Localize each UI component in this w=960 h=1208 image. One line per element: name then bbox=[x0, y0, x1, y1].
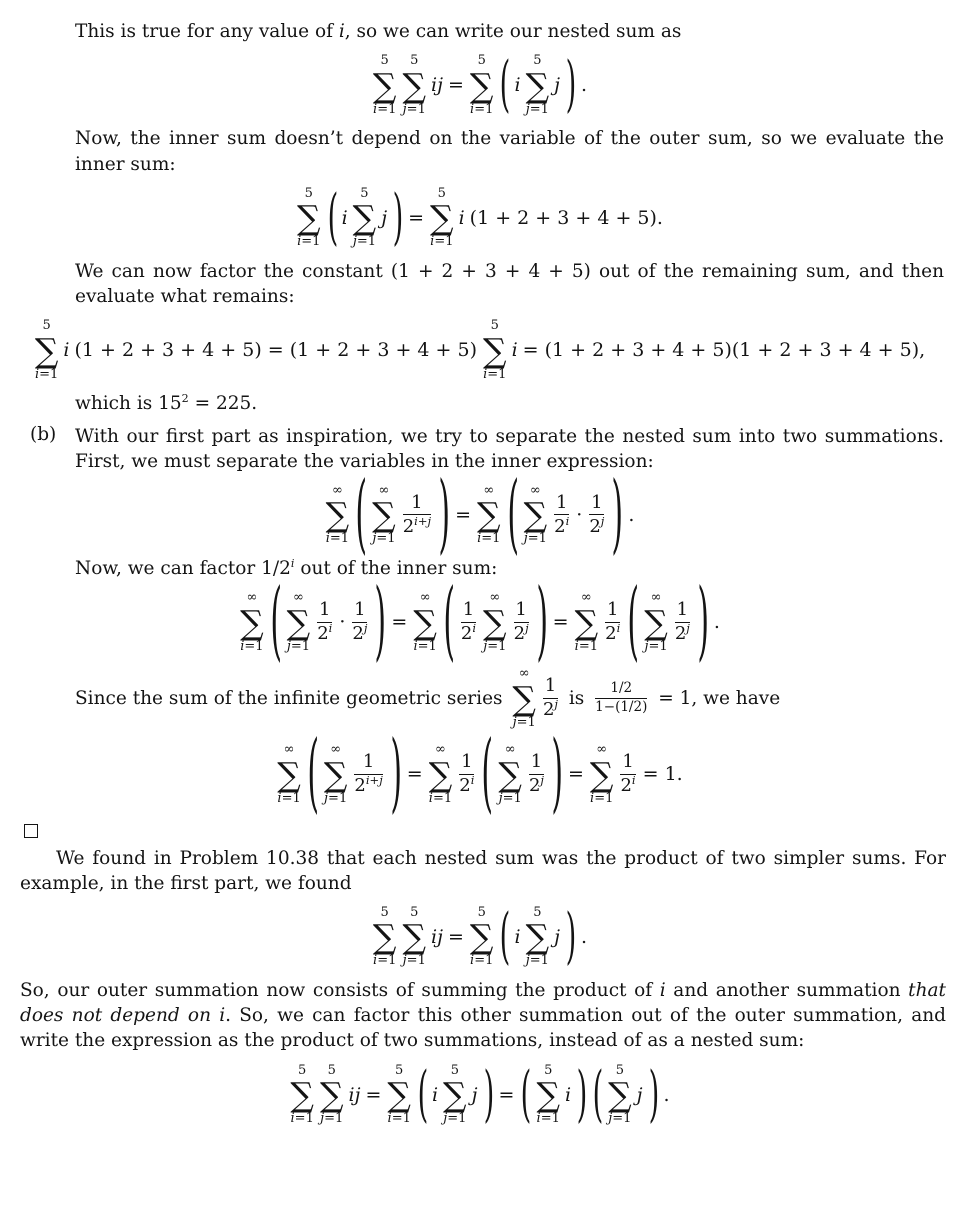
text-run: With our first part as inspiration, we try to separate the nested sum into two summations. First, we must separate the variables in the inner expression: bbox=[75, 425, 944, 472]
math-operator: = bbox=[406, 763, 423, 786]
upper-limit: ∞ bbox=[504, 742, 516, 758]
summation-symbol bbox=[429, 742, 453, 806]
math-variable: j bbox=[381, 206, 388, 229]
denominator: 2$^j$ bbox=[542, 697, 558, 721]
upper-limit: 5 bbox=[615, 1062, 624, 1078]
item-label: (b) bbox=[30, 423, 57, 445]
upper-limit: 5 bbox=[327, 1062, 336, 1078]
text-run: Now, the inner sum doesn’t depend on the variable of the outer sum, so we evaluate the inner sum: bbox=[75, 128, 944, 175]
lower-limit: j=1 bbox=[443, 1111, 467, 1127]
math-operator: . bbox=[713, 611, 720, 634]
lower-limit: i=1 bbox=[387, 1111, 411, 1127]
lower-limit: i=1 bbox=[325, 531, 350, 547]
upper-limit: ∞ bbox=[293, 590, 304, 606]
lower-limit: j=1 bbox=[525, 101, 549, 117]
summation-symbol bbox=[526, 905, 550, 969]
numerator: 1 bbox=[544, 675, 557, 697]
math-variable: ij bbox=[431, 925, 443, 948]
text-run: = 225. bbox=[188, 393, 258, 415]
lower-limit: i=1 bbox=[590, 790, 614, 806]
right-paren: ) bbox=[697, 571, 709, 671]
upper-limit: ∞ bbox=[246, 590, 258, 606]
summation-symbol bbox=[536, 1063, 560, 1127]
upper-limit: 5 bbox=[304, 185, 313, 201]
lower-limit: i=1 bbox=[483, 366, 507, 382]
sigma-icon: ∑ bbox=[286, 602, 311, 642]
sigma-icon: ∑ bbox=[372, 65, 397, 105]
text-run: Now, we can factor 1/2 bbox=[75, 558, 291, 579]
upper-limit: ∞ bbox=[518, 666, 530, 682]
math-operator: = (1 + 2 + 3 + 4 + 5)(1 + 2 + 3 + 4 + 5), bbox=[522, 339, 926, 362]
left-paren: ( bbox=[500, 901, 511, 972]
sigma-icon: ∑ bbox=[34, 330, 59, 370]
fraction bbox=[352, 600, 367, 644]
sigma-icon: ∑ bbox=[290, 1075, 314, 1115]
sigma-icon: ∑ bbox=[608, 1075, 632, 1115]
fraction bbox=[554, 493, 569, 537]
math-variable: j bbox=[636, 1083, 643, 1106]
math-operator: = bbox=[391, 611, 408, 634]
summation-symbol bbox=[443, 1063, 467, 1127]
numerator: 1 bbox=[622, 751, 634, 773]
fraction bbox=[675, 600, 690, 644]
upper-limit: ∞ bbox=[596, 742, 608, 758]
denominator: 2$^j$ bbox=[528, 773, 544, 797]
math-operator: (1 + 2 + 3 + 4 + 5) = (1 + 2 + 3 + 4 + 5) bbox=[74, 339, 477, 362]
denominator: 2$^j$ bbox=[513, 621, 529, 645]
lower-limit: j=1 bbox=[402, 953, 426, 969]
summation-symbol bbox=[35, 318, 59, 382]
numerator: 1 bbox=[530, 751, 543, 773]
upper-limit: ∞ bbox=[529, 482, 541, 498]
lower-limit: i=1 bbox=[428, 790, 453, 806]
upper-limit: ∞ bbox=[419, 590, 431, 606]
text-run: and another summation bbox=[665, 980, 909, 1002]
sigma-icon: ∑ bbox=[477, 495, 501, 535]
denominator: 2$^i$ bbox=[317, 621, 333, 645]
summation-symbol bbox=[290, 1063, 314, 1127]
denominator: 2$^i$ bbox=[620, 773, 636, 797]
text-run: So, our outer summation now consists of summing the product of bbox=[20, 980, 660, 1002]
denominator: 2$^j$ bbox=[589, 513, 605, 537]
lower-limit: j=1 bbox=[372, 531, 396, 547]
math-variable: ij bbox=[348, 1083, 361, 1106]
right-paren: ) bbox=[576, 1058, 588, 1130]
sigma-icon: ∑ bbox=[523, 495, 548, 535]
upper-limit: ∞ bbox=[489, 590, 501, 606]
fraction bbox=[605, 600, 620, 644]
left-paren: ( bbox=[307, 723, 319, 824]
display-equation bbox=[16, 571, 944, 671]
summation-symbol bbox=[287, 590, 311, 654]
sigma-icon: ∑ bbox=[325, 495, 350, 535]
math-variable: i bbox=[514, 74, 521, 97]
text-run: that does not depend on i bbox=[20, 980, 946, 1027]
lower-limit: i=1 bbox=[477, 531, 501, 547]
summation-symbol bbox=[373, 53, 397, 117]
sigma-icon: ∑ bbox=[413, 602, 437, 642]
denominator: 2$^i$ bbox=[554, 513, 570, 537]
left-paren: ( bbox=[417, 1058, 429, 1130]
summation-symbol bbox=[477, 483, 501, 547]
numerator: 1/2 bbox=[610, 680, 633, 697]
lower-limit: j=1 bbox=[608, 1111, 632, 1127]
fraction bbox=[461, 600, 476, 644]
upper-limit: ∞ bbox=[331, 482, 343, 498]
qed-box-icon bbox=[24, 824, 38, 838]
qed-row bbox=[24, 823, 960, 839]
paragraph bbox=[75, 259, 944, 309]
fraction bbox=[403, 493, 431, 537]
right-paren: ) bbox=[611, 464, 624, 564]
summation-symbol bbox=[373, 905, 397, 969]
right-paren: ) bbox=[565, 49, 577, 120]
math-operator: = bbox=[365, 1083, 382, 1106]
text-run: i bbox=[290, 556, 295, 570]
lower-limit: j=1 bbox=[644, 638, 668, 654]
upper-limit: 5 bbox=[42, 318, 51, 334]
upper-limit: 5 bbox=[410, 53, 419, 69]
sigma-icon: ∑ bbox=[589, 754, 614, 794]
math-operator: = bbox=[455, 503, 471, 526]
sigma-icon: ∑ bbox=[483, 330, 507, 370]
denominator: 2$^j$ bbox=[352, 621, 368, 645]
numerator: 1 bbox=[411, 491, 423, 513]
upper-limit: 5 bbox=[544, 1062, 553, 1078]
text-run: This is true for any value of bbox=[75, 21, 339, 42]
denominator: 2$^j$ bbox=[674, 621, 690, 645]
lower-limit: j=1 bbox=[498, 790, 522, 806]
lower-limit: i=1 bbox=[536, 1111, 560, 1127]
summation-symbol bbox=[430, 186, 454, 250]
upper-limit: 5 bbox=[533, 904, 542, 920]
lower-limit: j=1 bbox=[324, 790, 348, 806]
fraction bbox=[529, 752, 544, 796]
upper-limit: 5 bbox=[490, 318, 499, 334]
lower-limit: j=1 bbox=[320, 1111, 344, 1127]
sigma-icon: ∑ bbox=[574, 602, 599, 642]
upper-limit: ∞ bbox=[650, 590, 662, 606]
math-operator: (1 + 2 + 3 + 4 + 5). bbox=[469, 206, 663, 229]
upper-limit: 5 bbox=[533, 53, 542, 69]
summation-symbol bbox=[644, 590, 668, 654]
inline-text: Since the sum of the infinite geometric series bbox=[75, 687, 509, 709]
math-operator: = bbox=[448, 74, 464, 97]
math-variable: i bbox=[514, 925, 521, 948]
numerator: 1 bbox=[676, 599, 689, 621]
fraction bbox=[589, 493, 604, 537]
sigma-icon: ∑ bbox=[402, 65, 427, 105]
fraction bbox=[543, 676, 558, 720]
upper-limit: 5 bbox=[298, 1062, 307, 1078]
text-run: , so we can write our nested sum as bbox=[344, 21, 682, 42]
upper-limit: ∞ bbox=[580, 590, 592, 606]
summation-symbol bbox=[590, 742, 614, 806]
right-paren: ) bbox=[551, 723, 564, 824]
sigma-icon: ∑ bbox=[512, 678, 536, 718]
summation-symbol bbox=[277, 742, 301, 806]
left-paren: ( bbox=[500, 49, 511, 120]
upper-limit: 5 bbox=[380, 53, 389, 69]
sigma-icon: ∑ bbox=[644, 602, 668, 642]
summation-symbol bbox=[470, 53, 494, 117]
left-paren: ( bbox=[443, 571, 455, 671]
sigma-icon: ∑ bbox=[323, 754, 348, 794]
denominator: 2$^i$ bbox=[605, 621, 621, 645]
display-equation bbox=[16, 318, 944, 382]
sigma-icon: ∑ bbox=[483, 602, 507, 642]
text-run: out of the inner sum: bbox=[294, 558, 498, 579]
summation-symbol bbox=[402, 905, 426, 969]
numerator: 1 bbox=[462, 599, 475, 621]
lower-limit: i=1 bbox=[290, 1111, 314, 1127]
sigma-icon: ∑ bbox=[240, 602, 264, 642]
upper-limit: ∞ bbox=[283, 742, 295, 758]
summation-symbol bbox=[526, 53, 550, 117]
left-paren: ( bbox=[327, 181, 338, 253]
upper-limit: 5 bbox=[477, 53, 486, 69]
summation-symbol bbox=[483, 590, 507, 654]
denominator: $2^{i+j}$ bbox=[354, 773, 383, 797]
paragraph bbox=[75, 126, 944, 176]
lower-limit: i=1 bbox=[373, 953, 397, 969]
inline-text: = 1, we have bbox=[652, 687, 781, 709]
math-variable: ij bbox=[431, 74, 443, 97]
math-operator: = bbox=[498, 1083, 515, 1106]
upper-limit: ∞ bbox=[378, 482, 390, 498]
summation-symbol bbox=[498, 742, 522, 806]
right-paren: ) bbox=[648, 1058, 659, 1130]
right-paren: ) bbox=[390, 723, 402, 824]
math-operator: = bbox=[408, 206, 425, 229]
upper-limit: ∞ bbox=[330, 742, 342, 758]
lower-limit: i=1 bbox=[373, 101, 397, 117]
lower-limit: i=1 bbox=[574, 638, 599, 654]
sigma-icon: ∑ bbox=[387, 1075, 411, 1115]
fraction bbox=[459, 752, 474, 796]
paragraph bbox=[75, 391, 944, 416]
sigma-icon: ∑ bbox=[319, 1075, 344, 1115]
lower-limit: i=1 bbox=[297, 234, 321, 250]
summation-symbol bbox=[470, 905, 494, 969]
lower-limit: j=1 bbox=[352, 234, 377, 250]
numerator: 1 bbox=[606, 599, 619, 621]
fraction bbox=[514, 600, 529, 644]
sigma-icon: ∑ bbox=[525, 917, 550, 957]
text-run: We found in Problem 10.38 that each nested sum was the product of two simpler sums. For example, in the first part, we found bbox=[20, 847, 946, 894]
display-equation bbox=[16, 1058, 944, 1130]
right-paren: ) bbox=[374, 571, 387, 671]
math-variable: i bbox=[565, 1083, 572, 1106]
math-operator: . bbox=[628, 503, 635, 526]
lower-limit: i=1 bbox=[430, 234, 454, 250]
summation-symbol bbox=[240, 590, 264, 654]
sigma-icon: ∑ bbox=[372, 917, 397, 957]
summation-symbol bbox=[372, 483, 396, 547]
math-operator: = 1. bbox=[642, 763, 683, 786]
left-paren: ( bbox=[592, 1058, 604, 1130]
left-paren: ( bbox=[270, 571, 282, 671]
math-operator: . bbox=[581, 74, 588, 97]
lower-limit: j=1 bbox=[286, 638, 311, 654]
left-paren: ( bbox=[627, 571, 640, 671]
left-paren: ( bbox=[355, 464, 368, 564]
upper-limit: ∞ bbox=[435, 742, 446, 758]
upper-limit: 5 bbox=[477, 904, 486, 920]
sigma-icon: ∑ bbox=[536, 1075, 560, 1115]
numerator: 1 bbox=[461, 751, 473, 773]
summation-symbol bbox=[402, 53, 426, 117]
summation-symbol bbox=[326, 483, 350, 547]
sigma-icon: ∑ bbox=[469, 917, 494, 957]
sigma-icon: ∑ bbox=[430, 198, 454, 238]
sigma-icon: ∑ bbox=[469, 65, 494, 105]
text-run: which is 15 bbox=[75, 393, 182, 415]
lower-limit: j=1 bbox=[523, 531, 547, 547]
summation-symbol bbox=[608, 1063, 632, 1127]
sigma-icon: ∑ bbox=[525, 65, 550, 105]
math-operator: = bbox=[567, 763, 584, 786]
text-run: . So, we can factor this other summation out of the outer summation, and write the expression as the product of two summations, instead of as a nested sum: bbox=[20, 1005, 946, 1052]
upper-limit: 5 bbox=[437, 185, 446, 201]
lower-limit: i=1 bbox=[470, 953, 494, 969]
right-paren: ) bbox=[483, 1058, 494, 1130]
denominator: $2^{i+j}$ bbox=[402, 513, 432, 537]
math-variable: j bbox=[554, 925, 561, 948]
right-paren: ) bbox=[392, 181, 404, 253]
denominator: 2$^i$ bbox=[459, 773, 475, 797]
sigma-icon: ∑ bbox=[428, 754, 453, 794]
lower-limit: i=1 bbox=[34, 366, 59, 382]
display-equation bbox=[16, 49, 944, 120]
summation-symbol bbox=[512, 666, 536, 730]
numerator: 1 bbox=[515, 599, 527, 621]
sigma-icon: ∑ bbox=[402, 917, 427, 957]
upper-limit: 5 bbox=[360, 185, 369, 201]
inline-text: is bbox=[563, 687, 591, 709]
display-equation bbox=[16, 901, 944, 972]
summation-symbol bbox=[413, 590, 437, 654]
upper-limit: 5 bbox=[380, 904, 389, 920]
sigma-icon: ∑ bbox=[498, 754, 522, 794]
upper-limit: ∞ bbox=[483, 482, 495, 498]
math-operator: = bbox=[448, 925, 464, 948]
summation-symbol bbox=[324, 742, 348, 806]
upper-limit: 5 bbox=[410, 904, 419, 920]
text-run: i bbox=[338, 21, 345, 42]
sigma-icon: ∑ bbox=[297, 198, 321, 238]
sigma-icon: ∑ bbox=[443, 1075, 467, 1115]
text-run: i bbox=[659, 980, 666, 1002]
math-operator: . bbox=[663, 1083, 670, 1106]
math-variable: i bbox=[63, 339, 70, 362]
summation-symbol bbox=[575, 590, 599, 654]
display-equation bbox=[16, 464, 944, 564]
paragraph bbox=[20, 978, 946, 1053]
lower-limit: j=1 bbox=[402, 101, 426, 117]
display-equation bbox=[16, 181, 944, 253]
inline-fraction bbox=[595, 681, 647, 715]
lower-limit: i=1 bbox=[240, 638, 264, 654]
text-run: 2 bbox=[181, 392, 189, 406]
display-equation bbox=[75, 663, 944, 733]
summation-symbol bbox=[387, 1063, 411, 1127]
lower-limit: i=1 bbox=[413, 638, 437, 654]
upper-limit: 5 bbox=[395, 1062, 404, 1078]
math-operator: · bbox=[339, 611, 346, 634]
right-paren: ) bbox=[536, 571, 548, 671]
right-paren: ) bbox=[438, 464, 451, 564]
math-variable: i bbox=[341, 206, 348, 229]
lower-limit: j=1 bbox=[483, 638, 507, 654]
summation-symbol bbox=[524, 483, 548, 547]
math-operator: · bbox=[576, 503, 583, 526]
math-operator: . bbox=[581, 925, 588, 948]
numerator: 1 bbox=[362, 751, 375, 773]
text-run: We can now factor the constant (1 + 2 + 3 + 4 + 5) out of the remaining sum, and then evaluate what remains: bbox=[75, 260, 944, 307]
math-variable: i bbox=[511, 339, 518, 362]
fraction bbox=[317, 600, 332, 644]
numerator: 1 bbox=[555, 491, 568, 513]
lower-limit: i=1 bbox=[277, 790, 301, 806]
math-variable: j bbox=[471, 1083, 478, 1106]
math-variable: j bbox=[554, 74, 561, 97]
left-paren: ( bbox=[506, 464, 519, 564]
numerator: 1 bbox=[591, 491, 603, 513]
summation-symbol bbox=[483, 318, 507, 382]
right-paren: ) bbox=[565, 901, 577, 972]
lower-limit: j=1 bbox=[525, 953, 549, 969]
paragraph bbox=[75, 19, 944, 44]
sigma-icon: ∑ bbox=[372, 495, 396, 535]
left-paren: ( bbox=[481, 723, 494, 824]
summation-symbol bbox=[353, 186, 377, 250]
left-paren: ( bbox=[521, 1058, 532, 1130]
summation-symbol bbox=[297, 186, 321, 250]
denominator: 1−(1/2) bbox=[595, 698, 648, 715]
math-operator: = bbox=[552, 611, 569, 634]
lower-limit: i=1 bbox=[470, 101, 494, 117]
math-variable: i bbox=[431, 1083, 439, 1106]
denominator: 2$^i$ bbox=[460, 621, 477, 645]
display-equation bbox=[16, 723, 944, 824]
fraction bbox=[354, 752, 382, 796]
lower-limit: j=1 bbox=[512, 714, 536, 730]
numerator: 1 bbox=[319, 599, 331, 621]
numerator: 1 bbox=[354, 599, 366, 621]
sigma-icon: ∑ bbox=[277, 754, 301, 794]
fraction bbox=[620, 752, 635, 796]
math-variable: i bbox=[458, 206, 465, 229]
upper-limit: 5 bbox=[450, 1062, 459, 1078]
paragraph bbox=[20, 846, 946, 896]
sigma-icon: ∑ bbox=[352, 198, 377, 238]
summation-symbol bbox=[320, 1063, 344, 1127]
